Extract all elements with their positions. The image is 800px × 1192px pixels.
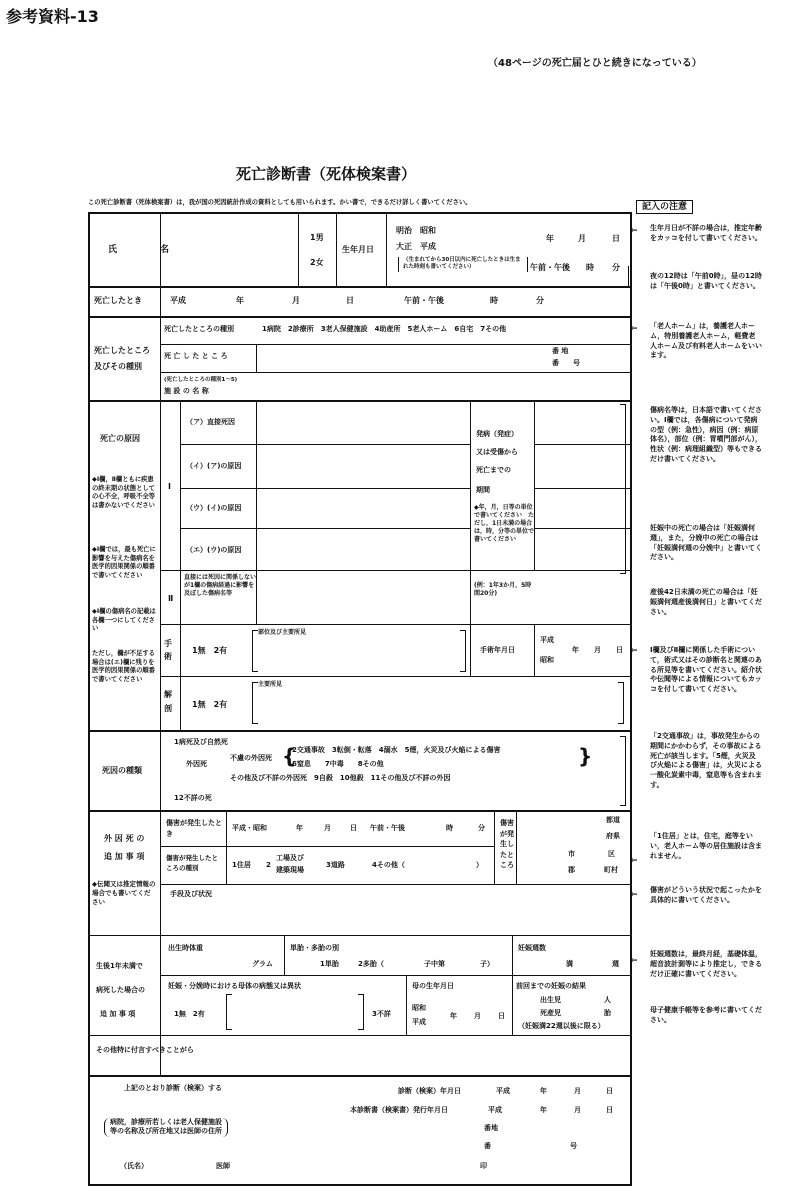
death-type-unknown[interactable]: 12不詳の死 bbox=[174, 794, 212, 802]
multiple-birth-option[interactable]: 2多胎（ bbox=[358, 960, 384, 968]
external-label-2: 追 加 事 項 bbox=[104, 852, 145, 861]
issue-era: 平成 bbox=[488, 1106, 502, 1114]
autopsy-findings-label: 主要所見 bbox=[258, 681, 283, 688]
issue-month-unit: 月 bbox=[574, 1106, 581, 1114]
continuation-note: （48ページの死亡届とひと続きになっている） bbox=[488, 58, 702, 69]
death-type-label: 死因の種類 bbox=[102, 766, 142, 775]
birth-weight-label: 出生時体重 bbox=[168, 944, 203, 952]
injury-method-label: 手段及び状況 bbox=[170, 890, 212, 898]
injury-method-input[interactable] bbox=[170, 900, 626, 932]
name-input[interactable] bbox=[160, 212, 298, 286]
diagnosis-date-label: 診断（検案）年月日 bbox=[398, 1087, 461, 1095]
surgery-options[interactable]: 1無 2有 bbox=[192, 646, 228, 655]
birth-month-unit: 月 bbox=[578, 234, 586, 243]
gestation-full: 満 bbox=[566, 960, 573, 968]
note-traffic-accident: 「2交通事故」は，事故発生からの期間にかかわらず，その事故による死亡が該当します。「5煙，火災及び火焔による傷害」は，火災による一酸化炭素中毒，窒息等も含まれます。 bbox=[650, 732, 762, 789]
death-ampm[interactable]: 午前・午後 bbox=[404, 296, 444, 305]
reference-number: 参考資料-13 bbox=[6, 7, 99, 26]
injury-type-road[interactable]: 3道路 bbox=[326, 861, 345, 869]
infant-label-1: 生後1年未満で bbox=[96, 962, 143, 970]
death-type-options-1[interactable]: 2交通事故 3転倒・転落 4溺水 5煙，火災及び火焔による傷害 bbox=[292, 746, 501, 754]
injury-city: 市 bbox=[568, 850, 575, 858]
injury-ampm[interactable]: 午前・午後 bbox=[370, 824, 405, 832]
injury-minute-unit: 分 bbox=[478, 824, 485, 832]
surgery-site-label: 部位及び主要所見 bbox=[258, 629, 307, 636]
injury-era[interactable]: 平成・昭和 bbox=[232, 824, 267, 832]
facility-note: (死亡したところの種別1～5) bbox=[164, 377, 238, 383]
previous-born-unit: 人 bbox=[604, 996, 611, 1004]
right-brace: } bbox=[578, 744, 593, 768]
previous-stillborn-unit: 胎 bbox=[604, 1009, 611, 1017]
birth-hour-unit: 時 bbox=[586, 263, 594, 272]
multiple-birth-nth: 子中第 bbox=[424, 960, 445, 968]
injury-town: 町村 bbox=[604, 866, 618, 874]
diagnosis-era: 平成 bbox=[496, 1087, 510, 1095]
previous-note: （妊娠満22週以後に限る） bbox=[518, 1022, 605, 1030]
cert-statement: 上記のとおり診断（検案）する bbox=[124, 1084, 222, 1092]
external-note: ◆伝聞又は推定情報の場合でも書いてください bbox=[92, 880, 156, 906]
previous-born: 出生児 bbox=[540, 996, 561, 1004]
injury-month-unit: 月 bbox=[324, 824, 331, 832]
note-pregnancy: 妊娠中の死亡の場合は「妊娠満何週」，また，分娩中の死亡の場合は「妊娠満何週の分娩中」と書いてください。 bbox=[650, 524, 762, 562]
name-label: 氏 名 bbox=[108, 245, 174, 255]
mother-era-1[interactable]: 昭和 bbox=[412, 1004, 426, 1012]
place-label-1: 死亡したところ bbox=[94, 346, 150, 355]
notes-title: 記入の注意 bbox=[636, 200, 693, 214]
birth-era-1[interactable]: 明治 昭和 bbox=[396, 226, 436, 235]
other-remarks-label: その他特に付言すべきことがら bbox=[96, 1046, 194, 1054]
cause-i-input[interactable] bbox=[256, 445, 470, 487]
cause-u-label: （ウ）(イ)の原因 bbox=[186, 504, 242, 512]
issue-day-unit: 日 bbox=[606, 1106, 613, 1114]
cause-note-2: ◆Ⅰ欄では，最も死亡に影響を与えた傷病名を医学的因果関係の順番で書いてください bbox=[92, 546, 156, 579]
section-I-marker: Ⅰ bbox=[168, 482, 171, 491]
diagnosis-month-unit: 月 bbox=[574, 1087, 581, 1095]
sex-female-option[interactable]: 2女 bbox=[310, 258, 324, 267]
arrow-6: ← bbox=[630, 956, 638, 966]
birth-era-2[interactable]: 大正 平成 bbox=[396, 242, 436, 251]
injury-pref-1: 都道 bbox=[606, 816, 620, 824]
sex-male-option[interactable]: 1男 bbox=[310, 233, 324, 242]
form-title: 死亡診断書（死体検案書） bbox=[236, 165, 417, 183]
injury-hour-unit: 時 bbox=[446, 824, 453, 832]
arrow-5: ← bbox=[630, 890, 638, 900]
arrow-4: ← bbox=[630, 856, 638, 866]
label-column-divider bbox=[160, 212, 161, 1075]
injury-time-label: 傷害が発生したとき bbox=[166, 819, 222, 838]
other-remarks-input[interactable] bbox=[96, 1056, 626, 1074]
facility-name-label: 施 設 の 名 称 bbox=[164, 387, 209, 395]
arrow-2: ← bbox=[630, 324, 638, 334]
maternal-condition-unknown[interactable]: 3不詳 bbox=[372, 1010, 391, 1018]
place-type-label: 死亡したところの種別 bbox=[164, 325, 234, 333]
surgery-day-unit: 日 bbox=[616, 646, 623, 654]
mother-day-unit: 日 bbox=[498, 1012, 505, 1020]
injury-ward: 区 bbox=[608, 850, 615, 858]
note-midnight: 夜の12時は「午前0時」，昼の12時は「午後0時」と書いてください。 bbox=[650, 272, 762, 290]
infant-label-2: 病死した場合の bbox=[96, 986, 145, 994]
onset-label-4: 期間 bbox=[476, 486, 490, 494]
mother-era-2[interactable]: 平成 bbox=[412, 1018, 426, 1026]
form-intro: この死亡診断書（死体検案書）は，我が国の死因統計作成の資料としても用いられます。かい書で，できるだけ詳しく書いてください。 bbox=[88, 199, 472, 206]
surgery-era-2[interactable]: 昭和 bbox=[540, 656, 554, 664]
autopsy-label: 解剖 bbox=[164, 690, 172, 714]
note-birthdate: 生年月日が不詳の場合は，推定年齢をカッコを付して書いてください。 bbox=[650, 224, 762, 242]
autopsy-options[interactable]: 1無 2有 bbox=[192, 700, 228, 709]
place-banchi: 番 地 bbox=[552, 347, 569, 355]
hospital-ban: 番 bbox=[484, 1142, 491, 1150]
injury-place-type-label: 傷害が発生したところの種別 bbox=[166, 854, 218, 872]
death-year-unit: 年 bbox=[236, 296, 244, 305]
diagnosis-day-unit: 日 bbox=[606, 1087, 613, 1095]
cause-a-label: （ア）直接死因 bbox=[186, 418, 235, 426]
cause-note-3: ◆Ⅰ欄の傷病名の記載は各欄一つにしてください bbox=[92, 608, 156, 632]
onset-label-2: 又は受傷から bbox=[476, 448, 518, 456]
cause-a-input[interactable] bbox=[256, 401, 470, 443]
issue-date-label: 本診断書（検案書）発行年月日 bbox=[350, 1106, 448, 1114]
doctor-name-label: （氏名） bbox=[120, 1162, 148, 1170]
birth-day-unit: 日 bbox=[612, 234, 620, 243]
birth-minute-unit: 分 bbox=[612, 263, 620, 272]
death-type-natural[interactable]: 1病死及び自然死 bbox=[174, 738, 228, 746]
unnatural-death-label: 不慮の外因死 bbox=[230, 754, 272, 762]
external-death-label: 外因死 bbox=[186, 760, 207, 768]
note-surgery: Ⅰ欄及びⅡ欄に関係した手術について，術式又はその診断名と関連のある所見等を書いてください。紹介状や伝聞等による情報についてもカッコを付して書いてください。 bbox=[650, 646, 762, 694]
issue-year-unit: 年 bbox=[540, 1106, 547, 1114]
onset-label-1: 発病（発症） bbox=[476, 430, 518, 438]
doctor-title: 医師 bbox=[216, 1162, 230, 1170]
death-day-unit: 日 bbox=[346, 296, 354, 305]
surgery-era-1[interactable]: 平成 bbox=[540, 636, 554, 644]
diagnosis-year-unit: 年 bbox=[540, 1087, 547, 1095]
injury-type-factory[interactable]: 工場及び bbox=[276, 854, 304, 862]
injury-type-close: ） bbox=[476, 861, 483, 869]
note-disease-names: 傷病名等は，日本語で書いてください。Ⅰ欄では，各傷病について発病の型（例：急性），病因（例：病原体名），部位（例：胃噴門部がん），性状（例：病理組織型）等もできるだけ書いてください。 bbox=[650, 406, 762, 463]
injury-type-home[interactable]: 1住居 bbox=[232, 861, 251, 869]
single-birth-option[interactable]: 1単胎 bbox=[320, 960, 339, 968]
place-ban: 番 号 bbox=[552, 359, 580, 367]
maternal-condition-label: 妊娠・分娩時における母体の病態又は異状 bbox=[168, 982, 301, 990]
cause-note-4: ただし，欄が不足する場合は(エ)欄に残りを医学的因果関係の順番で書いてください bbox=[92, 650, 155, 683]
cause-u-input[interactable] bbox=[256, 489, 470, 527]
injury-day-unit: 日 bbox=[350, 824, 357, 832]
hospital-address-label: 病院，診療所若しくは老人保健施設等の名称及び所在地又は医師の住所 bbox=[104, 1118, 228, 1137]
hospital-gou: 号 bbox=[570, 1142, 577, 1150]
infant-label-3: 追 加 事 項 bbox=[100, 1010, 136, 1018]
surgery-year-unit: 年 bbox=[572, 646, 579, 654]
place-address-label: 死 亡 し た と こ ろ bbox=[164, 352, 228, 360]
injury-pref-2: 府県 bbox=[606, 832, 620, 840]
place-type-options[interactable]: 1病院 2診療所 3老人保健施設 4助産所 5老人ホーム 6自宅 7その他 bbox=[262, 325, 507, 333]
seal-mark: 印 bbox=[480, 1162, 487, 1170]
mother-month-unit: 月 bbox=[474, 1012, 481, 1020]
onset-label-3: 死亡までの bbox=[476, 466, 511, 474]
note-postpartum: 産後42日未満の死亡の場合は「妊娠満何週産後満何日」と書いてください。 bbox=[650, 588, 762, 616]
note-residence: 「1住居」とは，住宅，庭等をいい，老人ホーム等の居住施設は含まれません。 bbox=[650, 832, 762, 860]
note-mother-handbook: 母子健康手帳等を参考に書いてください。 bbox=[650, 1006, 762, 1024]
birth-time-note: （生まれてから30日以内に死亡したときは生まれた時刻も書いてください） bbox=[398, 257, 528, 272]
surgery-month-unit: 月 bbox=[594, 646, 601, 654]
onset-example: (例：1年3か月，5時間20分) bbox=[474, 582, 532, 598]
left-brace: { bbox=[282, 744, 297, 768]
death-time-label: 死亡したとき bbox=[94, 296, 142, 305]
multiple-birth-child: 子） bbox=[480, 960, 494, 968]
mother-year-unit: 年 bbox=[450, 1012, 457, 1020]
cause-note-1: ◆Ⅰ欄，Ⅱ欄ともに疾患の終末期の状態としての心不全，呼吸不全等は書かないでください bbox=[92, 476, 155, 509]
note-circumstances: 傷害がどういう状況で起こったかを具体的に書いてください。 bbox=[650, 886, 762, 904]
place-label-2: 及びその種別 bbox=[94, 362, 142, 371]
maternal-condition-options[interactable]: 1無 2有 bbox=[174, 1010, 205, 1018]
death-type-options-2[interactable]: 6窒息 7中毒 8その他 bbox=[292, 760, 384, 768]
birth-ampm[interactable]: 午前・午後 bbox=[530, 263, 570, 272]
cause-label: 死亡の原因 bbox=[100, 434, 140, 443]
onset-note: ◆年，月，日等の単位で書いてください ただし，1日未満の場合は，時，分等の単位で書いてください bbox=[474, 504, 535, 544]
injury-year-unit: 年 bbox=[296, 824, 303, 832]
death-month-unit: 月 bbox=[292, 296, 300, 305]
note-nursing-home: 「老人ホーム」は，養護老人ホーム，特別養護老人ホーム，軽費老人ホーム及び有料老人ホームをいいます。 bbox=[650, 322, 762, 360]
mother-birth-label: 母の生年月日 bbox=[412, 982, 454, 990]
birth-date-label: 生年月日 bbox=[342, 245, 374, 254]
section-II-marker: Ⅱ bbox=[168, 594, 174, 603]
note-gestation: 妊娠週数は，最終月経，基礎体温，超音波計測等により推定し，できるだけ正確に書いてください。 bbox=[650, 950, 762, 978]
arrow-3: ← bbox=[630, 646, 638, 656]
previous-pregnancy-label: 前回までの妊娠の結果 bbox=[516, 982, 586, 990]
external-label-1: 外 因 死 の bbox=[104, 834, 145, 843]
death-era: 平成 bbox=[170, 296, 186, 305]
hospital-banchi: 番地 bbox=[484, 1124, 498, 1132]
injury-type-2-number[interactable]: 2 bbox=[266, 861, 271, 869]
cause-e-label: （エ）(ウ)の原因 bbox=[186, 546, 242, 554]
cause-i-label: （イ）(ア)の原因 bbox=[186, 462, 242, 470]
death-type-options-3[interactable]: その他及び不詳の外因死 9自殺 10他殺 11その他及び不詳の外因 bbox=[230, 774, 451, 782]
death-minute-unit: 分 bbox=[536, 296, 544, 305]
surgery-label: 手術 bbox=[164, 639, 172, 661]
birth-weight-unit: グラム bbox=[252, 960, 273, 968]
gestation-week-unit: 週 bbox=[612, 960, 619, 968]
previous-stillborn: 死産児 bbox=[540, 1009, 561, 1017]
injury-county: 郡 bbox=[568, 866, 575, 874]
cause-other-label: 直接には死因に関係しないが1欄の傷病経過に影響を及ぼした傷病名等 bbox=[184, 574, 257, 598]
arrow-1: ← bbox=[630, 226, 638, 236]
injury-type-construction[interactable]: 建築現場 bbox=[276, 866, 304, 874]
birth-year-unit: 年 bbox=[546, 234, 554, 243]
multiple-birth-label: 単胎・多胎の別 bbox=[290, 944, 339, 952]
death-hour-unit: 時 bbox=[490, 296, 498, 305]
cause-other-input[interactable] bbox=[256, 571, 470, 623]
surgery-date-label: 手術年月日 bbox=[480, 646, 515, 654]
injury-place-label: 傷害が発生したところ bbox=[500, 819, 514, 869]
injury-type-other[interactable]: 4その他（ bbox=[372, 861, 405, 869]
cause-e-input[interactable] bbox=[256, 529, 470, 569]
gestation-label: 妊娠週数 bbox=[518, 944, 546, 952]
